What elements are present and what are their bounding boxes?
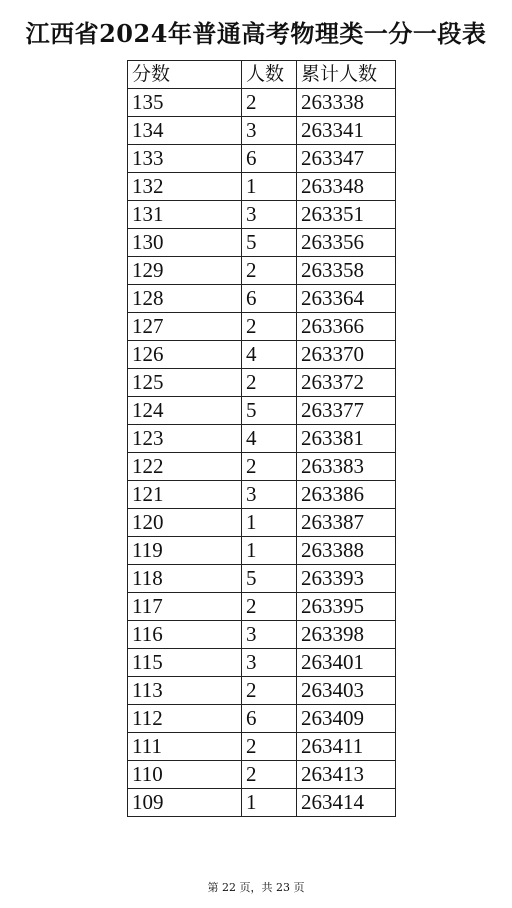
table-row	[128, 537, 396, 565]
cell-score: 116	[128, 621, 242, 649]
cell-count: 3	[242, 481, 297, 509]
table-row	[128, 369, 396, 397]
cell-cumulative: 263401	[297, 649, 396, 677]
cell-score: 121	[128, 481, 242, 509]
table-row	[128, 705, 396, 733]
cell-count: 1	[242, 509, 297, 537]
table-row	[128, 341, 396, 369]
table-row	[128, 733, 396, 761]
cell-cumulative: 263413	[297, 761, 396, 789]
cell-cumulative: 263377	[297, 397, 396, 425]
cell-cumulative: 263398	[297, 621, 396, 649]
cell-cumulative: 263341	[297, 117, 396, 145]
cell-score: 122	[128, 453, 242, 481]
cell-count: 1	[242, 173, 297, 201]
table-header-row	[128, 61, 396, 89]
table-row	[128, 201, 396, 229]
cell-score: 111	[128, 733, 242, 761]
cell-count: 2	[242, 313, 297, 341]
cell-score: 110	[128, 761, 242, 789]
table-row	[128, 565, 396, 593]
cell-score: 115	[128, 649, 242, 677]
table-row	[128, 285, 396, 313]
cell-cumulative: 263347	[297, 145, 396, 173]
header-cumulative: 累计人数	[297, 61, 396, 89]
cell-score: 135	[128, 89, 242, 117]
cell-count: 6	[242, 705, 297, 733]
cell-cumulative: 263364	[297, 285, 396, 313]
table-row	[128, 481, 396, 509]
cell-cumulative: 263381	[297, 425, 396, 453]
cell-count: 4	[242, 341, 297, 369]
cell-cumulative: 263411	[297, 733, 396, 761]
cell-score: 117	[128, 593, 242, 621]
cell-cumulative: 263370	[297, 341, 396, 369]
cell-count: 2	[242, 733, 297, 761]
cell-score: 133	[128, 145, 242, 173]
page-footer: 第 22 页，共 23 页	[207, 881, 305, 894]
table-row	[128, 621, 396, 649]
cell-count: 5	[242, 397, 297, 425]
cell-score: 134	[128, 117, 242, 145]
table-row	[128, 761, 396, 789]
header-count: 人数	[242, 61, 297, 89]
cell-cumulative: 263387	[297, 509, 396, 537]
cell-score: 128	[128, 285, 242, 313]
cell-count: 2	[242, 89, 297, 117]
cell-score: 127	[128, 313, 242, 341]
table-row	[128, 789, 396, 817]
cell-count: 6	[242, 145, 297, 173]
table-row	[128, 425, 396, 453]
table-row	[128, 649, 396, 677]
cell-count: 5	[242, 229, 297, 257]
table-row	[128, 145, 396, 173]
cell-cumulative: 263366	[297, 313, 396, 341]
cell-score: 125	[128, 369, 242, 397]
cell-score: 129	[128, 257, 242, 285]
cell-score: 123	[128, 425, 242, 453]
cell-count: 2	[242, 257, 297, 285]
cell-count: 2	[242, 761, 297, 789]
cell-cumulative: 263393	[297, 565, 396, 593]
table-row	[128, 677, 396, 705]
table-row	[128, 509, 396, 537]
cell-count: 3	[242, 649, 297, 677]
cell-count: 2	[242, 593, 297, 621]
cell-cumulative: 263403	[297, 677, 396, 705]
cell-cumulative: 263414	[297, 789, 396, 817]
cell-score: 132	[128, 173, 242, 201]
cell-cumulative: 263388	[297, 537, 396, 565]
cell-score: 118	[128, 565, 242, 593]
cell-count: 3	[242, 621, 297, 649]
cell-score: 112	[128, 705, 242, 733]
cell-cumulative: 263351	[297, 201, 396, 229]
cell-cumulative: 263356	[297, 229, 396, 257]
cell-score: 124	[128, 397, 242, 425]
cell-count: 2	[242, 369, 297, 397]
score-distribution-table	[127, 60, 396, 817]
page-title: 江西省2024年普通高考物理类一分一段表	[25, 19, 487, 48]
cell-score: 109	[128, 789, 242, 817]
cell-score: 120	[128, 509, 242, 537]
cell-count: 3	[242, 117, 297, 145]
cell-count: 1	[242, 537, 297, 565]
cell-score: 119	[128, 537, 242, 565]
table-row	[128, 397, 396, 425]
cell-score: 126	[128, 341, 242, 369]
table-row	[128, 173, 396, 201]
header-score: 分数	[128, 61, 242, 89]
cell-count: 6	[242, 285, 297, 313]
table-body	[128, 89, 396, 817]
cell-count: 3	[242, 201, 297, 229]
cell-cumulative: 263395	[297, 593, 396, 621]
cell-count: 1	[242, 789, 297, 817]
cell-cumulative: 263372	[297, 369, 396, 397]
cell-count: 2	[242, 677, 297, 705]
cell-cumulative: 263358	[297, 257, 396, 285]
table-row	[128, 229, 396, 257]
cell-cumulative: 263409	[297, 705, 396, 733]
table-row	[128, 313, 396, 341]
cell-score: 131	[128, 201, 242, 229]
table-row	[128, 593, 396, 621]
cell-count: 4	[242, 425, 297, 453]
table-row	[128, 89, 396, 117]
table-row	[128, 453, 396, 481]
cell-score: 130	[128, 229, 242, 257]
cell-cumulative: 263338	[297, 89, 396, 117]
cell-score: 113	[128, 677, 242, 705]
table-row	[128, 117, 396, 145]
table-row	[128, 257, 396, 285]
cell-cumulative: 263386	[297, 481, 396, 509]
cell-cumulative: 263383	[297, 453, 396, 481]
cell-cumulative: 263348	[297, 173, 396, 201]
cell-count: 2	[242, 453, 297, 481]
cell-count: 5	[242, 565, 297, 593]
